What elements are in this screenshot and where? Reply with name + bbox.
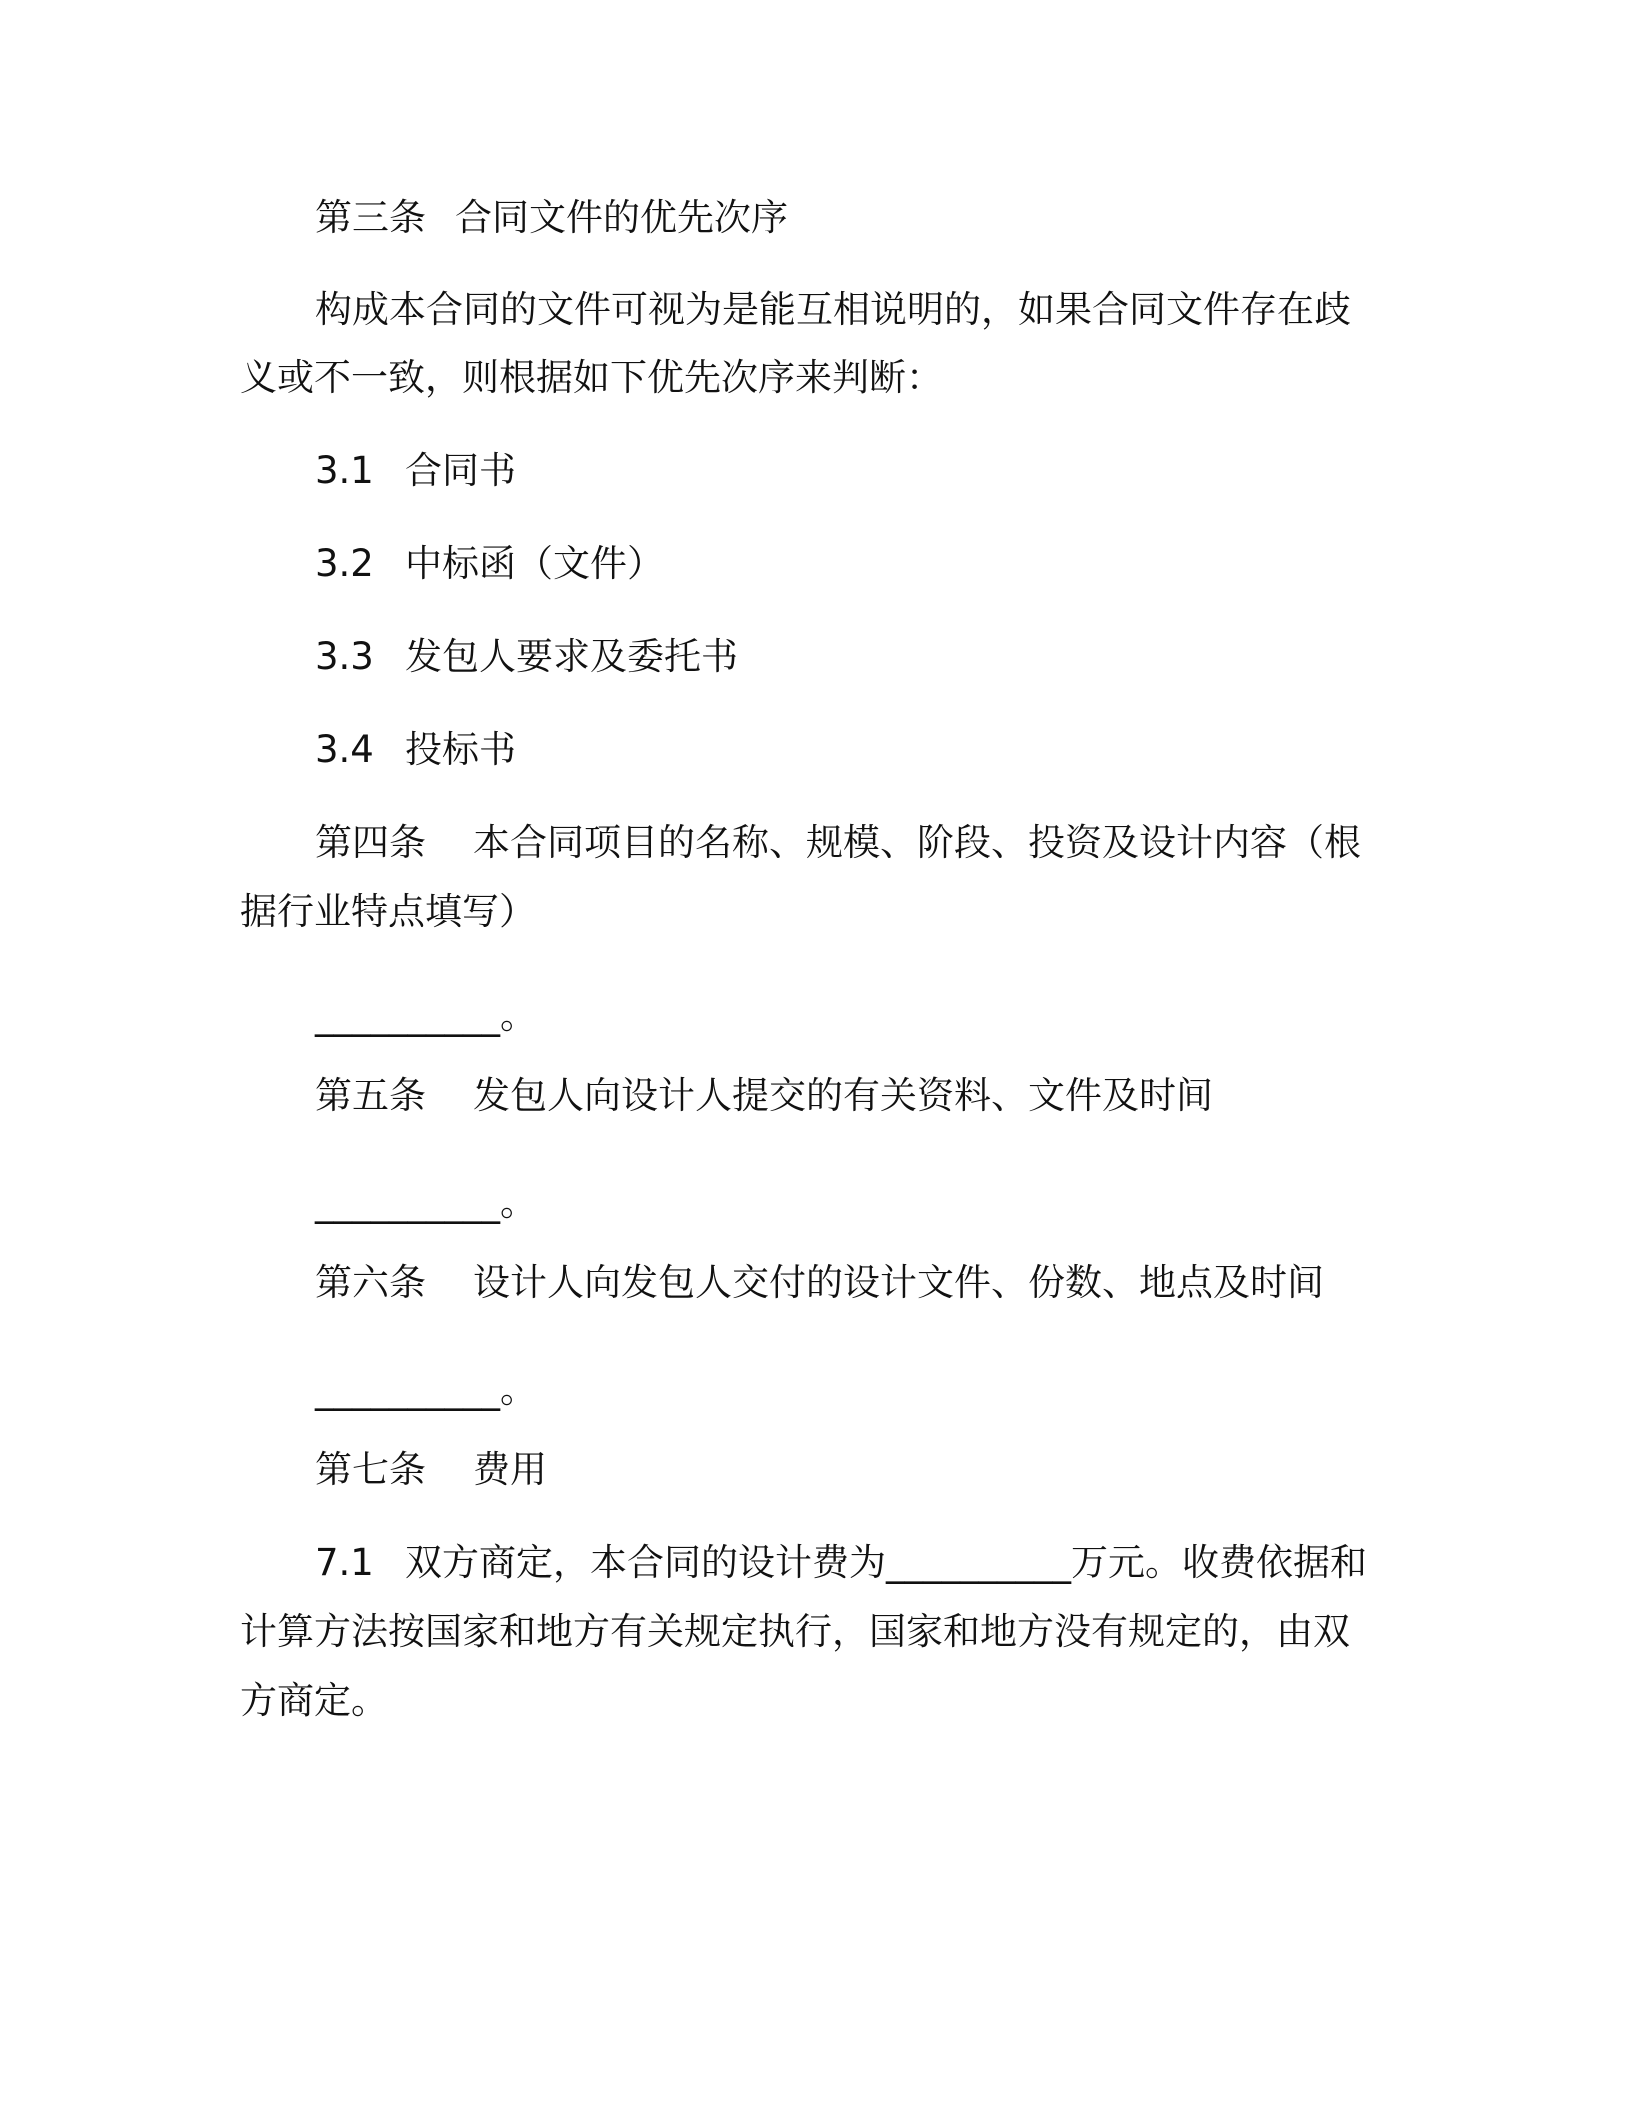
clause-7-1-line-1 [315, 1539, 1395, 1587]
item-text: 合同书 [405, 449, 516, 492]
article-3-body-line-1: 构成本合同的文件可视为是能互相说明的，如果合同文件存在歧 [315, 288, 1351, 331]
article-title: 本合同项目的名称、规模、阶段、投资及设计内容（根 [473, 821, 1361, 864]
item-text: 中标函（文件） [405, 542, 664, 585]
article-6-heading [315, 1259, 1395, 1307]
item-number: 3.4 [315, 728, 374, 771]
list-item-3-1 [315, 447, 1395, 495]
article-5-heading [315, 1072, 1395, 1120]
clause-7-1-line-2: 计算方法按国家和地方有关规定执行，国家和地方没有规定的，由双 [240, 1610, 1350, 1653]
article-4-heading-line-2: 据行业特点填写） [240, 890, 536, 933]
item-number: 3.1 [315, 449, 374, 492]
item-number: 3.2 [315, 542, 374, 585]
article-4-blank: __________。 [315, 994, 537, 1037]
article-4-heading [315, 819, 1395, 867]
clause-7-1-line-3: 方商定。 [240, 1679, 388, 1722]
article-label: 第四条 [315, 821, 426, 864]
article-title: 发包人向设计人提交的有关资料、文件及时间 [473, 1074, 1213, 1117]
article-3-heading [315, 194, 1395, 242]
article-label: 第五条 [315, 1074, 426, 1117]
article-5-blank: __________。 [315, 1181, 537, 1224]
article-title: 合同文件的优先次序 [455, 196, 788, 239]
article-title: 费用 [473, 1448, 547, 1491]
clause-number: 7.1 [315, 1541, 374, 1584]
article-title: 设计人向发包人交付的设计文件、份数、地点及时间 [473, 1261, 1324, 1304]
item-text: 发包人要求及委托书 [405, 635, 738, 678]
article-3-body-line-2: 义或不一致，则根据如下优先次序来判断： [240, 356, 943, 399]
item-number: 3.3 [315, 635, 374, 678]
article-label: 第三条 [315, 196, 426, 239]
list-item-3-3 [315, 633, 1395, 681]
article-6-blank: __________。 [315, 1368, 537, 1411]
item-text: 投标书 [405, 728, 516, 771]
article-label: 第七条 [315, 1448, 426, 1491]
list-item-3-4 [315, 726, 1395, 774]
clause-text: 双方商定，本合同的设计费为__________万元。收费依据和 [405, 1541, 1367, 1584]
article-7-heading [315, 1446, 1395, 1494]
list-item-3-2 [315, 540, 1395, 588]
article-label: 第六条 [315, 1261, 426, 1304]
